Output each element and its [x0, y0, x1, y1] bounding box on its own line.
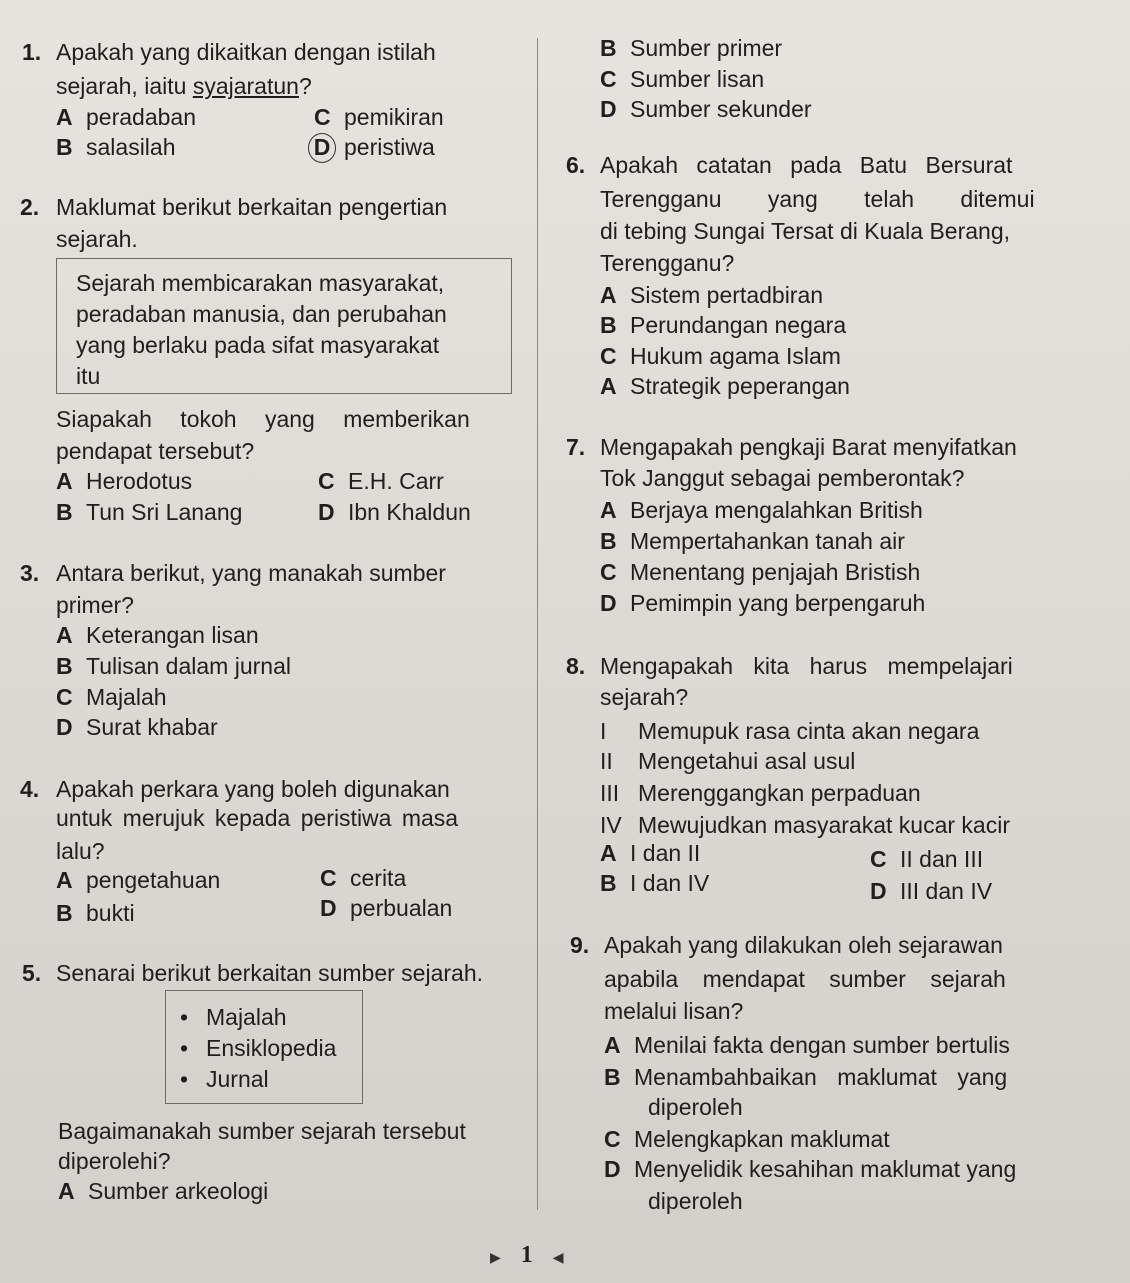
q8-option-c[interactable]: C II dan III [870, 846, 984, 872]
answer-circle-mark: D [308, 133, 336, 163]
q3-option-b[interactable]: B Tulisan dalam jurnal [56, 653, 291, 679]
q5-option-c[interactable]: C Sumber lisan [600, 66, 765, 92]
q1-option-c[interactable]: C pemikiran [314, 104, 444, 130]
q9-option-b[interactable]: B Menambahbaikan maklumat yang [604, 1064, 1008, 1090]
q2-line3: Siapakah tokoh yang memberikan [56, 406, 470, 432]
bullet-icon: • [180, 1066, 189, 1092]
q9-number: 9. [570, 932, 590, 958]
q6-line2: Terengganu yang telah ditemui [600, 186, 1035, 212]
q7-number: 7. [566, 434, 586, 460]
q8-statement: III Merenggangkan perpaduan [600, 780, 921, 806]
q5-option-d[interactable]: D Sumber sekunder [600, 96, 812, 122]
triangle-right-icon: ▶ [490, 1250, 501, 1266]
q9-option-b-cont: diperoleh [648, 1094, 743, 1120]
q6-number: 6. [566, 152, 586, 178]
q6-line1: 6. Apakah catatan pada Batu Bersurat [566, 150, 1012, 181]
q2-box-line: peradaban manusia, dan perubahan [76, 301, 447, 327]
q8-number: 8. [566, 653, 586, 679]
q6-line4: Terengganu? [600, 250, 735, 276]
q7-line2: Tok Janggut sebagai pemberontak? [600, 465, 965, 491]
bullet-icon: • [180, 1004, 189, 1030]
q1-line2: sejarah, iaitu syajaratun? [56, 73, 312, 99]
page-footer [490, 1240, 564, 1274]
bullet-icon: • [180, 1035, 189, 1061]
q1-option-a[interactable]: A peradaban [56, 104, 196, 130]
q8-line1: 8. Mengapakah kita harus mempelajari [566, 651, 1013, 682]
q2-option-c[interactable]: C E.H. Carr [318, 468, 444, 494]
q4-option-a[interactable]: A pengetahuan [56, 867, 221, 893]
q4-number: 4. [20, 776, 40, 802]
q2-line1: 2. Maklumat berikut berkaitan pengertian [20, 192, 447, 223]
q2-line4: pendapat tersebut? [56, 438, 255, 464]
q3-option-d[interactable]: D Surat khabar [56, 714, 218, 740]
q8-option-b[interactable]: B I dan IV [600, 870, 710, 896]
page-number: 1 [520, 1242, 533, 1268]
q4-line3: lalu? [56, 838, 105, 864]
q9-option-d-cont: diperoleh [648, 1188, 743, 1214]
q2-option-b[interactable]: B Tun Sri Lanang [56, 499, 243, 525]
q6-option[interactable]: B Perundangan negara [600, 312, 847, 338]
q6-option[interactable]: C Hukum agama Islam [600, 343, 841, 369]
q4-line2: untuk merujuk kepada peristiwa masa [56, 805, 459, 831]
q5-list-item: • Jurnal [180, 1064, 269, 1095]
q2-box-line: Sejarah membicarakan masyarakat, [76, 270, 445, 296]
q8-statement: II Mengetahui asal usul [600, 748, 856, 774]
q1-option-d[interactable]: D peristiwa [314, 132, 435, 163]
q3-line2: primer? [56, 592, 134, 618]
q6-line3: di tebing Sungai Tersat di Kuala Berang, [600, 218, 1011, 244]
q2-option-d[interactable]: D Ibn Khaldun [318, 499, 471, 525]
q3-option-c[interactable]: C Majalah [56, 684, 167, 710]
q9-line3: melalui lisan? [604, 998, 744, 1024]
q9-line2: apabila mendapat sumber sejarah [604, 966, 1006, 992]
q3-option-a[interactable]: A Keterangan lisan [56, 622, 259, 648]
q9-line1: 9. Apakah yang dilakukan oleh sejarawan [570, 930, 1003, 961]
q2-number: 2. [20, 194, 40, 220]
q1-number: 1. [22, 39, 42, 65]
q5-option-a[interactable]: A Sumber arkeologi [58, 1178, 269, 1204]
q5-option-b[interactable]: B Sumber primer [600, 35, 783, 61]
q2-option-a[interactable]: A Herodotus [56, 468, 193, 494]
q6-option[interactable]: A Sistem pertadbiran [600, 282, 824, 308]
q1-option-b[interactable]: B salasilah [56, 134, 176, 160]
q5-list-item: • Majalah [180, 1002, 287, 1033]
q4-line1: 4. Apakah perkara yang boleh digunakan [20, 774, 450, 805]
q9-option-d[interactable]: D Menyelidik kesahihan maklumat yang [604, 1156, 1017, 1182]
q5-number: 5. [22, 960, 42, 986]
q9-option-a[interactable]: A Menilai fakta dengan sumber bertulis [604, 1032, 1010, 1058]
q8-option-d[interactable]: D III dan IV [870, 878, 993, 904]
q5-line1: 5. Senarai berikut berkaitan sumber sejarah. [22, 958, 483, 989]
q4-option-d[interactable]: D perbualan [320, 895, 453, 921]
q4-option-c[interactable]: C cerita [320, 865, 407, 891]
q1-line1: 1. Apakah yang dikaitkan dengan istilah [22, 37, 436, 68]
q3-number: 3. [20, 560, 40, 586]
q5-line2: Bagaimanakah sumber sejarah tersebut [58, 1118, 466, 1144]
syajaratun-term: syajaratun [192, 73, 299, 99]
q5-list-item: • Ensiklopedia [180, 1033, 336, 1064]
q4-option-b[interactable]: B bukti [56, 900, 135, 926]
q6-option[interactable]: A Strategik peperangan [600, 373, 850, 399]
q9-option-c[interactable]: C Melengkapkan maklumat [604, 1126, 890, 1152]
q3-line1: 3. Antara berikut, yang manakah sumber [20, 558, 446, 589]
q7-option-b[interactable]: B Mempertahankan tanah air [600, 528, 905, 554]
q8-statement: I Memupuk rasa cinta akan negara [600, 718, 980, 744]
triangle-left-icon: ◀ [552, 1250, 564, 1266]
q2-box-line: yang berlaku pada sifat masyarakat [76, 332, 440, 358]
q7-line1: 7. Mengapakah pengkaji Barat menyifatkan [566, 432, 1017, 463]
q2-box-line: itu [76, 363, 101, 389]
column-divider [537, 38, 538, 1210]
q8-option-a[interactable]: A I dan II [600, 840, 701, 866]
q7-option-c[interactable]: C Menentang penjajah Bristish [600, 559, 921, 585]
q2-line2: sejarah. [56, 226, 138, 252]
q7-option-d[interactable]: D Pemimpin yang berpengaruh [600, 590, 926, 616]
q8-statement: IV Mewujudkan masyarakat kucar kacir [600, 812, 1010, 838]
q8-line2: sejarah? [600, 684, 689, 710]
q5-line3: diperolehi? [58, 1148, 171, 1174]
q7-option-a[interactable]: A Berjaya mengalahkan British [600, 497, 923, 523]
